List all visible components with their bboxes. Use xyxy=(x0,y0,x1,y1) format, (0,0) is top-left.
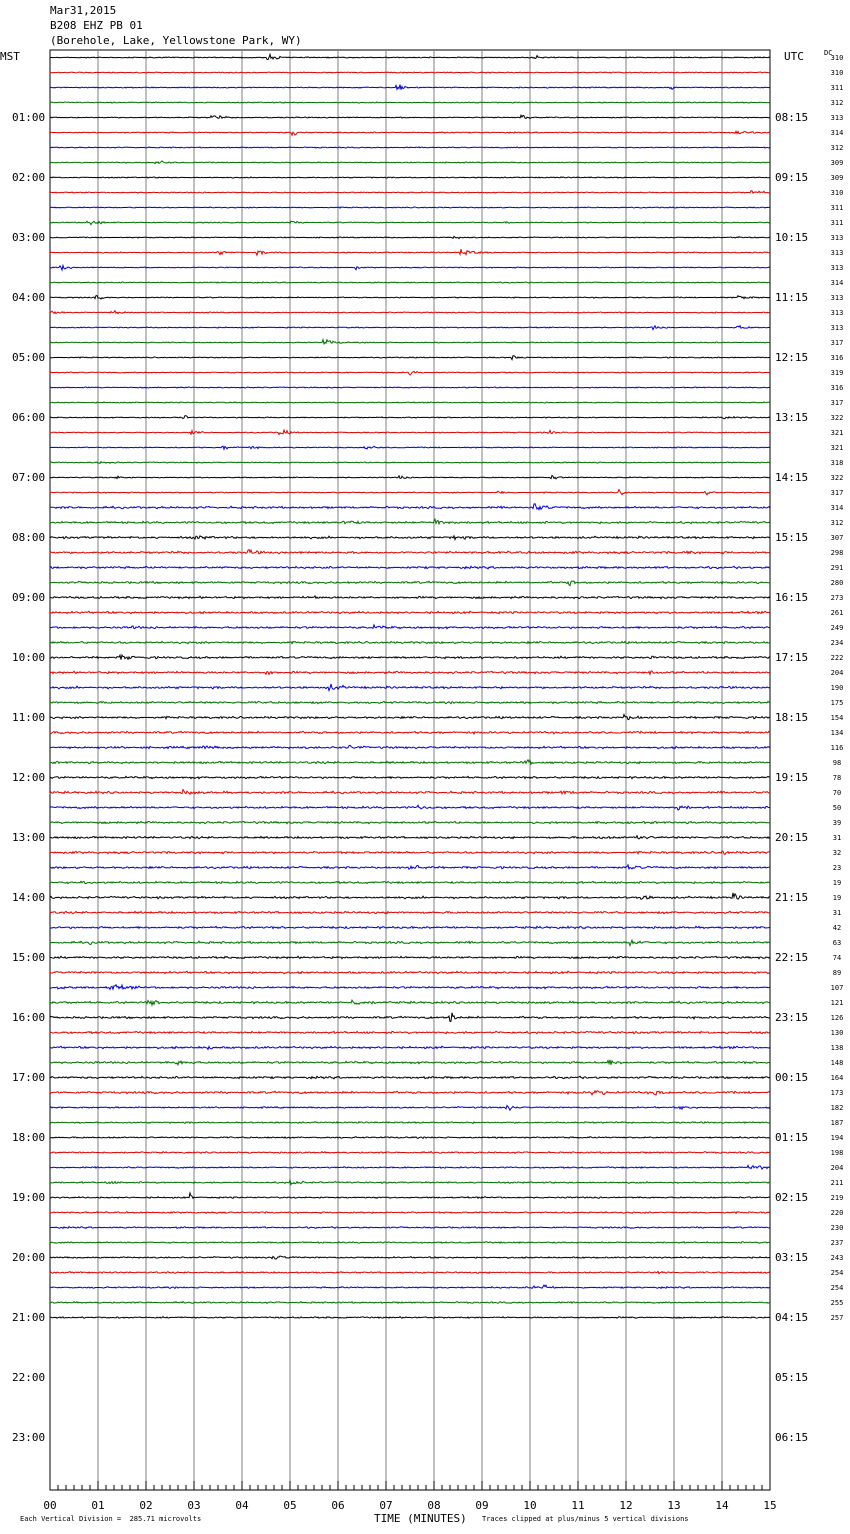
dc-offset-value: 312 xyxy=(830,98,844,107)
dc-offset-value: 78 xyxy=(832,773,842,782)
dc-offset-value: 31 xyxy=(832,833,842,842)
trace-line xyxy=(50,311,770,314)
trace-line xyxy=(50,1013,770,1022)
dc-offset-value: 19 xyxy=(832,878,842,887)
dc-offset-value: 237 xyxy=(830,1238,844,1247)
trace-line xyxy=(50,611,770,614)
trace-line xyxy=(50,1227,770,1229)
dc-offset-value: 312 xyxy=(830,518,844,527)
dc-offset-value: 39 xyxy=(832,818,842,827)
hour-label-right: 04:15 xyxy=(775,1310,809,1324)
dc-offset-value: 318 xyxy=(830,458,844,467)
dc-offset-value: 249 xyxy=(830,623,844,632)
trace-line xyxy=(50,671,770,674)
dc-offset-value: 316 xyxy=(830,383,844,392)
dc-offset-value: 187 xyxy=(830,1118,844,1127)
trace-line xyxy=(50,1137,770,1139)
trace-line xyxy=(50,625,770,629)
dc-offset-value: 317 xyxy=(830,488,844,497)
dc-offset-value: 310 xyxy=(830,188,844,197)
hour-label-left: 21:00 xyxy=(12,1310,46,1324)
trace-line xyxy=(50,221,770,224)
trace-line xyxy=(50,985,770,990)
dc-offset-value: 74 xyxy=(832,953,842,962)
hour-label-left: 13:00 xyxy=(12,830,46,844)
dc-offset-value: 313 xyxy=(830,323,844,332)
clip-note: Traces clipped at plus/minus 5 vertical divisions xyxy=(482,1515,689,1523)
dc-offset-value: 89 xyxy=(832,968,842,977)
hour-label-right: 02:15 xyxy=(775,1190,809,1204)
hour-label-left: 20:00 xyxy=(12,1250,46,1264)
trace-line xyxy=(50,1302,770,1304)
dc-offset-value: 204 xyxy=(830,668,844,677)
dc-offset-value: 220 xyxy=(830,1208,844,1217)
trace-line xyxy=(50,971,770,974)
trace-line xyxy=(50,490,770,495)
dc-offset-value: 310 xyxy=(830,53,844,62)
x-tick-label: 14 xyxy=(715,1499,729,1512)
trace-line xyxy=(50,85,770,90)
dc-offset-value: 317 xyxy=(830,338,844,347)
trace-line xyxy=(50,236,770,238)
hour-label-left: 02:00 xyxy=(12,170,46,184)
hour-label-left: 12:00 xyxy=(12,770,46,784)
dc-offset-value: 19 xyxy=(832,893,842,902)
hour-label-left: 06:00 xyxy=(12,410,46,424)
x-tick-label: 09 xyxy=(475,1499,489,1512)
trace-line xyxy=(50,1000,770,1005)
dc-offset-value: 254 xyxy=(830,1268,844,1277)
trace-line xyxy=(50,462,770,464)
trace-line xyxy=(50,911,770,913)
dc-offset-value: 254 xyxy=(830,1283,844,1292)
hour-label-right: 18:15 xyxy=(775,710,809,724)
trace-line xyxy=(50,102,770,103)
dc-offset-value: 164 xyxy=(830,1073,844,1082)
dc-offset-header: DC xyxy=(824,49,833,57)
trace-line xyxy=(50,504,770,510)
trace-line xyxy=(50,1060,770,1065)
vertical-scale-note: Each Vertical Division = 285.71 microvolts xyxy=(20,1515,202,1523)
hour-label-right: 20:15 xyxy=(775,830,809,844)
trace-line xyxy=(50,476,770,479)
hour-label-right: 15:15 xyxy=(775,530,809,544)
dc-offset-value: 134 xyxy=(830,728,844,737)
left-timezone-label: MST xyxy=(0,50,20,63)
trace-line xyxy=(50,1152,770,1154)
hour-label-right: 05:15 xyxy=(775,1370,809,1384)
hour-label-right: 14:15 xyxy=(775,470,809,484)
plot-frame xyxy=(50,50,770,1490)
dc-offset-value: 257 xyxy=(830,1313,844,1322)
trace-line xyxy=(50,249,770,255)
dc-offset-value: 116 xyxy=(830,743,844,752)
x-tick-label: 10 xyxy=(523,1499,537,1512)
hour-label-right: 22:15 xyxy=(775,950,809,964)
trace-line xyxy=(50,72,770,73)
dc-offset-value: 23 xyxy=(832,863,842,872)
hour-label-right: 12:15 xyxy=(775,350,809,364)
dc-offset-value: 175 xyxy=(830,698,844,707)
hour-label-left: 23:00 xyxy=(12,1430,46,1444)
trace-line xyxy=(50,430,770,435)
dc-offset-value: 219 xyxy=(830,1193,844,1202)
dc-offset-value: 31 xyxy=(832,908,842,917)
x-tick-label: 07 xyxy=(379,1499,393,1512)
trace-line xyxy=(50,1031,770,1034)
hour-label-right: 09:15 xyxy=(775,170,809,184)
trace-line xyxy=(50,926,770,929)
trace-line xyxy=(50,1317,770,1319)
dc-offset-value: 138 xyxy=(830,1043,844,1052)
x-axis-title: TIME (MINUTES) xyxy=(374,1512,467,1525)
hour-label-left: 09:00 xyxy=(12,590,46,604)
hour-label-left: 18:00 xyxy=(12,1130,46,1144)
x-tick-label: 15 xyxy=(763,1499,777,1512)
trace-line xyxy=(50,715,770,720)
trace-line xyxy=(50,326,770,330)
dc-offset-value: 32 xyxy=(832,848,842,857)
x-tick-label: 00 xyxy=(43,1499,57,1512)
hour-label-left: 16:00 xyxy=(12,1010,46,1024)
trace-line xyxy=(50,1256,770,1259)
trace-line xyxy=(50,402,770,403)
dc-offset-value: 316 xyxy=(830,353,844,362)
dc-offset-value: 230 xyxy=(830,1223,844,1232)
dc-offset-value: 317 xyxy=(830,398,844,407)
trace-line xyxy=(50,1091,770,1095)
trace-line xyxy=(50,684,770,691)
trace-line xyxy=(50,760,770,764)
hour-label-left: 15:00 xyxy=(12,950,46,964)
x-tick-label: 06 xyxy=(331,1499,345,1512)
trace-line xyxy=(50,340,770,344)
x-tick-label: 03 xyxy=(187,1499,201,1512)
hour-label-right: 03:15 xyxy=(775,1250,809,1264)
trace-line xyxy=(50,147,770,148)
trace-line xyxy=(50,177,770,178)
hour-label-left: 03:00 xyxy=(12,230,46,244)
hour-label-left: 17:00 xyxy=(12,1070,46,1084)
dc-offset-value: 322 xyxy=(830,473,844,482)
dc-offset-value: 311 xyxy=(830,83,844,92)
dc-offset-value: 255 xyxy=(830,1298,844,1307)
dc-offset-value: 204 xyxy=(830,1163,844,1172)
hour-label-left: 14:00 xyxy=(12,890,46,904)
station-location: (Borehole, Lake, Yellowstone Park, WY) xyxy=(50,34,302,47)
dc-offset-value: 211 xyxy=(830,1178,844,1187)
dc-offset-value: 298 xyxy=(830,548,844,557)
trace-line xyxy=(50,131,770,135)
trace-line xyxy=(50,1166,770,1170)
dc-offset-value: 182 xyxy=(830,1103,844,1112)
trace-line xyxy=(50,387,770,388)
x-tick-label: 01 xyxy=(91,1499,105,1512)
trace-line xyxy=(50,805,770,810)
trace-line xyxy=(50,54,770,59)
trace-line xyxy=(50,745,770,748)
dc-offset-value: 273 xyxy=(830,593,844,602)
trace-line xyxy=(50,1242,770,1244)
dc-offset-value: 321 xyxy=(830,428,844,437)
dc-offset-value: 280 xyxy=(830,578,844,587)
trace-line xyxy=(50,191,770,193)
dc-offset-value: 194 xyxy=(830,1133,844,1142)
trace-line xyxy=(50,536,770,540)
dc-offset-value: 222 xyxy=(830,653,844,662)
trace-line xyxy=(50,1193,770,1198)
trace-line xyxy=(50,550,770,554)
dc-offset-value: 312 xyxy=(830,143,844,152)
dc-offset-value: 154 xyxy=(830,713,844,722)
dc-offset-value: 121 xyxy=(830,998,844,1007)
hour-label-right: 11:15 xyxy=(775,290,809,304)
trace-line xyxy=(50,446,770,449)
dc-offset-value: 310 xyxy=(830,68,844,77)
hour-label-right: 00:15 xyxy=(775,1070,809,1084)
right-timezone-label: UTC xyxy=(784,50,804,63)
hour-label-left: 08:00 xyxy=(12,530,46,544)
trace-line xyxy=(50,581,770,586)
hour-label-right: 23:15 xyxy=(775,1010,809,1024)
trace-line xyxy=(50,655,770,660)
trace-line xyxy=(50,776,770,778)
dc-offset-value: 313 xyxy=(830,308,844,317)
trace-line xyxy=(50,865,770,869)
trace-line xyxy=(50,115,770,118)
dc-offset-value: 261 xyxy=(830,608,844,617)
trace-line xyxy=(50,731,770,734)
trace-line xyxy=(50,296,770,299)
hour-label-left: 11:00 xyxy=(12,710,46,724)
trace-line xyxy=(50,161,770,164)
dc-offset-value: 309 xyxy=(830,173,844,182)
trace-line xyxy=(50,881,770,883)
trace-line xyxy=(50,1122,770,1124)
hour-label-right: 10:15 xyxy=(775,230,809,244)
dc-offset-value: 173 xyxy=(830,1088,844,1097)
hour-label-right: 01:15 xyxy=(775,1130,809,1144)
x-tick-label: 04 xyxy=(235,1499,249,1512)
hour-label-left: 19:00 xyxy=(12,1190,46,1204)
hour-label-right: 06:15 xyxy=(775,1430,809,1444)
dc-offset-value: 234 xyxy=(830,638,844,647)
trace-line xyxy=(50,940,770,945)
trace-line xyxy=(50,701,770,703)
dc-offset-value: 313 xyxy=(830,233,844,242)
trace-line xyxy=(50,596,770,599)
dc-offset-value: 314 xyxy=(830,503,844,512)
hour-label-right: 08:15 xyxy=(775,110,809,124)
x-tick-label: 12 xyxy=(619,1499,633,1512)
dc-offset-value: 190 xyxy=(830,683,844,692)
dc-offset-value: 313 xyxy=(830,263,844,272)
dc-offset-value: 314 xyxy=(830,278,844,287)
trace-line xyxy=(50,519,770,524)
dc-offset-value: 126 xyxy=(830,1013,844,1022)
dc-offset-value: 321 xyxy=(830,443,844,452)
trace-line xyxy=(50,371,770,375)
dc-offset-value: 130 xyxy=(830,1028,844,1037)
dc-offset-value: 311 xyxy=(830,218,844,227)
trace-line xyxy=(50,956,770,959)
dc-offset-value: 307 xyxy=(830,533,844,542)
trace-line xyxy=(50,821,770,823)
dc-offset-value: 313 xyxy=(830,113,844,122)
x-tick-label: 08 xyxy=(427,1499,441,1512)
plot-date: Mar31,2015 xyxy=(50,4,117,17)
trace-line xyxy=(50,266,770,271)
x-tick-label: 11 xyxy=(571,1499,585,1512)
trace-line xyxy=(50,1271,770,1273)
dc-offset-value: 50 xyxy=(832,803,842,812)
trace-line xyxy=(50,1212,770,1214)
dc-offset-value: 42 xyxy=(832,923,842,932)
hour-label-left: 07:00 xyxy=(12,470,46,484)
x-tick-label: 05 xyxy=(283,1499,297,1512)
trace-line xyxy=(50,1076,770,1079)
trace-line xyxy=(50,416,770,419)
dc-offset-value: 291 xyxy=(830,563,844,572)
dc-offset-value: 309 xyxy=(830,158,844,167)
trace-line xyxy=(50,566,770,569)
trace-line xyxy=(50,790,770,795)
trace-line xyxy=(50,836,770,839)
trace-line xyxy=(50,356,770,360)
dc-offset-value: 243 xyxy=(830,1253,844,1262)
x-tick-label: 02 xyxy=(139,1499,153,1512)
dc-offset-value: 98 xyxy=(832,758,842,767)
trace-line xyxy=(50,1285,770,1288)
trace-line xyxy=(50,641,770,643)
hour-label-right: 13:15 xyxy=(775,410,809,424)
dc-offset-value: 107 xyxy=(830,983,844,992)
hour-label-right: 17:15 xyxy=(775,650,809,664)
dc-offset-value: 198 xyxy=(830,1148,844,1157)
trace-line xyxy=(50,1180,770,1184)
dc-offset-value: 313 xyxy=(830,293,844,302)
hour-label-left: 10:00 xyxy=(12,650,46,664)
hour-label-right: 21:15 xyxy=(775,890,809,904)
trace-line xyxy=(50,282,770,283)
dc-offset-value: 148 xyxy=(830,1058,844,1067)
dc-offset-value: 70 xyxy=(832,788,842,797)
hour-label-left: 01:00 xyxy=(12,110,46,124)
hour-label-right: 16:15 xyxy=(775,590,809,604)
hour-label-left: 22:00 xyxy=(12,1370,46,1384)
dc-offset-value: 319 xyxy=(830,368,844,377)
dc-offset-value: 311 xyxy=(830,203,844,212)
hour-label-left: 05:00 xyxy=(12,350,46,364)
hour-label-right: 19:15 xyxy=(775,770,809,784)
trace-line xyxy=(50,1046,770,1049)
station-id: B208 EHZ PB 01 xyxy=(50,19,143,32)
dc-offset-value: 322 xyxy=(830,413,844,422)
x-tick-label: 13 xyxy=(667,1499,681,1512)
trace-line xyxy=(50,893,770,899)
dc-offset-value: 63 xyxy=(832,938,842,947)
trace-line xyxy=(50,1106,770,1111)
dc-offset-value: 314 xyxy=(830,128,844,137)
dc-offset-value: 313 xyxy=(830,248,844,257)
trace-line xyxy=(50,207,770,208)
trace-line xyxy=(50,851,770,854)
hour-label-left: 04:00 xyxy=(12,290,46,304)
